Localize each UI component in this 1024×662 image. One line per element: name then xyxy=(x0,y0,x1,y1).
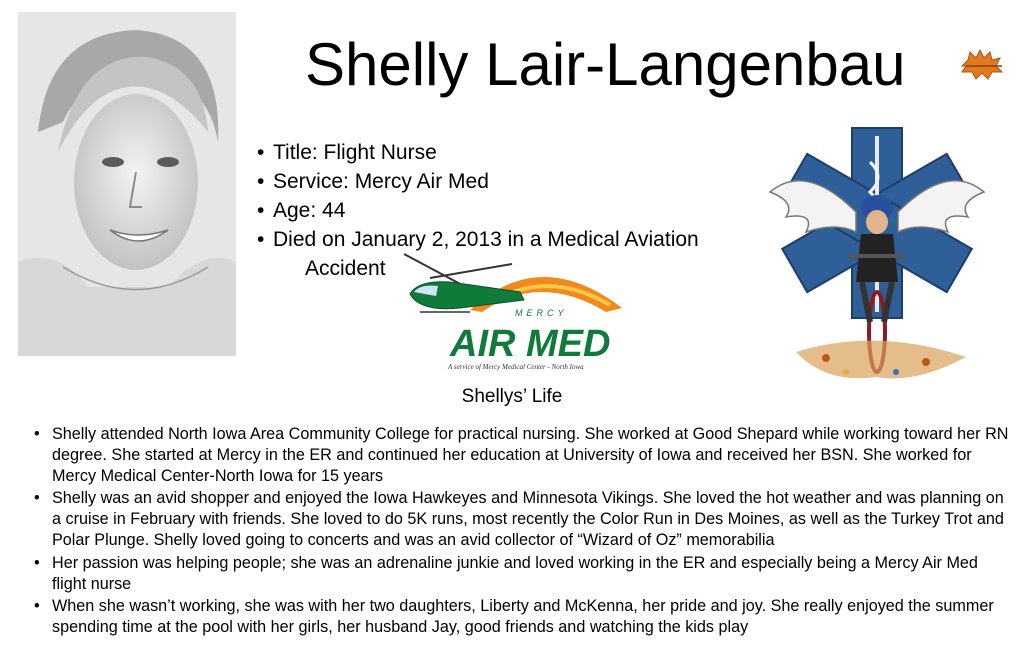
fact-service: • Service: Mercy Air Med xyxy=(255,167,725,196)
fact-title: • Title: Flight Nurse xyxy=(255,138,725,167)
fact-death-line-1: Died on January 2, 2013 in a Medical Aviation xyxy=(273,228,699,251)
helicopter-icon xyxy=(404,254,524,312)
logo-air-med-text: AIR MED xyxy=(450,323,611,365)
biography-list xyxy=(30,424,1014,640)
section-title-life: Shellys’ Life xyxy=(461,386,563,407)
logo-tagline: A service of Mercy Medical Center - North Iowa xyxy=(448,363,584,371)
bio-item-passion: • Her passion was helping people; she was an adrenaline junkie and loved working in the ER and especially being a Mercy Air Med flight nurse xyxy=(30,553,1014,595)
bio-item-family: • When she wasn’t working, she was with her two daughters, Liberty and McKenna, her pride and joy. She really enjoyed the summer spending time at the pool with her girls, her husband Jay, good friends and watching the kids play xyxy=(30,596,1014,638)
page-title: Shelly Lair-Langenbau xyxy=(305,31,906,98)
autumn-leaf-icon xyxy=(958,46,1006,84)
bio-item-hobbies: • Shelly was an avid shopper and enjoyed the Iowa Hawkeyes and Minnesota Vikings. She loved the hot weather and was planning on a cruise in February with friends. She loved to do 5K runs, most recently the Color Run in Des Moines, as well as the Turkey Trot and Polar Plunge. Shelly loved going to concerts and was an avid collector of “Wizard of Oz” memorabilia xyxy=(30,488,1014,550)
logo-mercy-text: MERCY xyxy=(515,308,568,318)
mercy-air-med-logo xyxy=(400,250,630,380)
portrait-photo xyxy=(18,12,236,356)
fact-age: • Age: 44 xyxy=(255,196,725,225)
portrait-illustration xyxy=(18,12,236,356)
star-of-life-emblem xyxy=(766,122,988,384)
bio-item-education: • Shelly attended North Iowa Area Community College for practical nursing. She worked at Good Shepard while working toward her RN degree. She started at Mercy in the ER and continued her education at University of Iowa and received her BSN. She worked for Mercy Medical Center-North Iowa for 15 years xyxy=(30,424,1014,486)
fact-death-line-2: Accident xyxy=(305,257,386,280)
